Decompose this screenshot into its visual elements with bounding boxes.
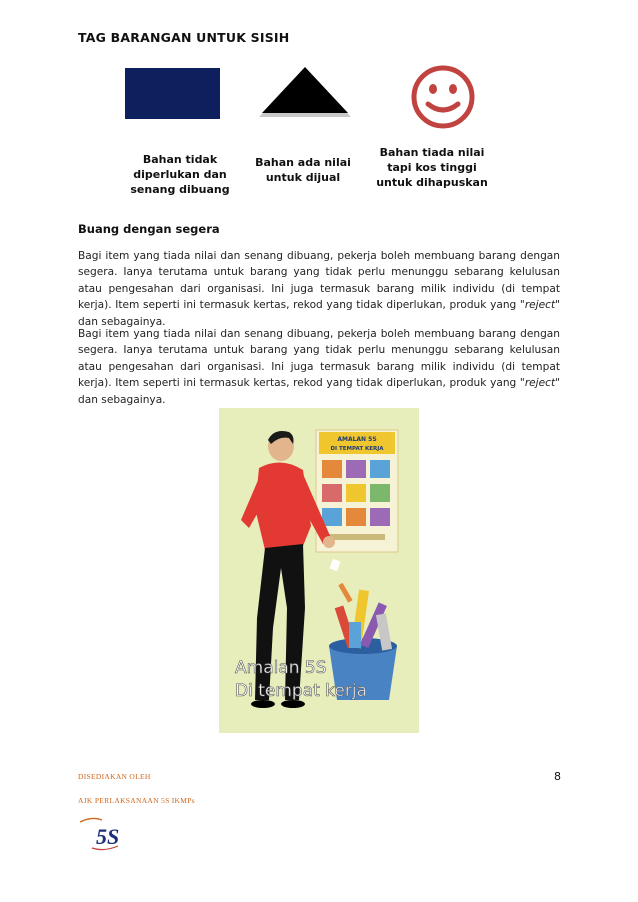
- tag-caption-discard: Bahan tidak diperlukan dan senang dibuang: [130, 153, 230, 196]
- page-number: 8: [554, 770, 561, 783]
- navy-rectangle-icon: [125, 68, 220, 119]
- red-smiley-icon: [409, 64, 477, 130]
- tag-caption-costly-disposal: Bahan tiada nilai tapi kos tinggi untuk dihapuskan: [376, 146, 488, 189]
- tag-caption-sell: Bahan ada nilai untuk dijual: [255, 156, 351, 184]
- body-paragraph: Bagi item yang tiada nilai dan senang dibuang, pekerja boleh membuang barang dengan segera. Ianya terutama untuk barang yang tidak perlu menunggu sebarang kelulusan atau pengesahan dari organisasi. Ini juga termasuk barang milik individu (di tempat kerja). Item seperti ini termasuk kertas, rekod yang tidak diperlukan, produk yang "reject" dan sebagainya.: [78, 250, 560, 328]
- reject-term: reject: [524, 377, 556, 390]
- body-paragraph: Bagi item yang tiada nilai dan senang dibuang, pekerja boleh membuang barang dengan segera. Ianya terutama untuk barang yang tidak perlu menunggu sebarang kelulusan atau pengesahan dari organisasi. Ini juga termasuk barang milik individu (di tempat kerja). Item seperti ini termasuk kertas, rekod yang tidak diperlukan, produk yang "reject" dan sebagainya.: [78, 328, 560, 406]
- amalan-5s-illustration: [219, 408, 419, 733]
- figure-caption-line2: Di tempat kerja: [235, 681, 368, 701]
- poster-title-line2: DI TEMPAT KERJA: [330, 446, 384, 452]
- 5s-logo: [78, 814, 126, 852]
- reject-term: reject: [524, 299, 556, 312]
- footer-prepared-by: DISEDIAKAN OLEH: [78, 772, 151, 781]
- footer-committee: AJK PERLAKSANAAN 5S IKMPs: [78, 796, 195, 805]
- poster-title-line1: AMALAN 5S: [337, 436, 377, 443]
- section-heading: Buang dengan segera: [78, 222, 220, 236]
- figure-caption-line1: Amalan 5S: [235, 658, 327, 678]
- black-triangle-icon: [256, 66, 354, 120]
- logo-text: 5S: [96, 824, 120, 849]
- page-title: TAG BARANGAN UNTUK SISIH: [78, 30, 290, 45]
